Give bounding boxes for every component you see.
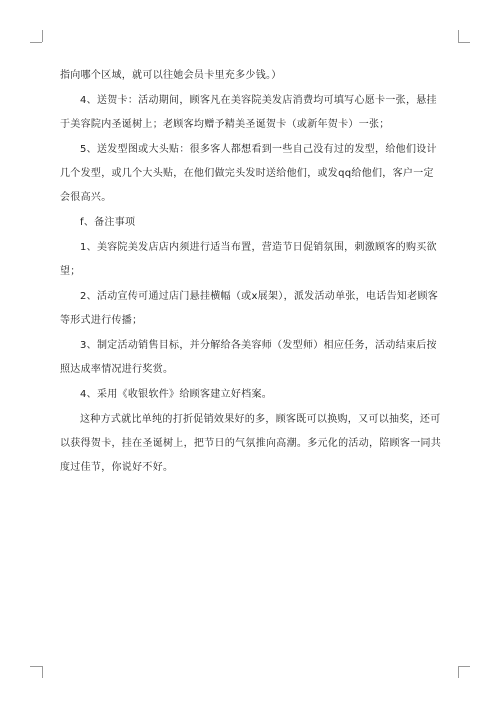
paragraph-note-3: 3、制定活动销售目标，并分解给各美容师（发型师）相应任务，活动结束后按照达成率情况进行奖赏。 <box>60 340 437 375</box>
paragraph-note-4: 4、采用《收银软件》给顾客建立好档案。 <box>80 389 273 400</box>
paragraph-conclusion: 这种方式就比单纯的打折促销效果好的多，顾客既可以换购，又可以抽奖，还可以获得贺卡，挂在圣诞树上，把节日的气氛推向高潮。多元化的活动，陪顾客一同共度过佳节，你说好不好。 <box>60 414 442 473</box>
crop-mark-bottom-left-v <box>42 666 43 678</box>
crop-mark-top-right-v <box>458 30 459 42</box>
crop-mark-top-right-h <box>458 42 470 43</box>
crop-mark-bottom-right-h <box>458 666 470 667</box>
crop-mark-top-left-h <box>30 42 42 43</box>
paragraph-hairstyle-photo: 5、送发型图或大头贴：很多客人都想看到一些自己没有过的发型，给他们设计几个发型，或几个大头贴，在他们做完头发时送给他们，或发qq给他们，客户一定会很高兴。 <box>60 144 437 203</box>
crop-mark-top-left-v <box>42 30 43 42</box>
document-body <box>60 64 442 481</box>
crop-mark-bottom-right-v <box>458 666 459 678</box>
paragraph-continuation: 指向哪个区域，就可以往她会员卡里充多少钱。） <box>60 70 282 81</box>
crop-mark-bottom-left-h <box>30 666 42 667</box>
paragraph-note-2: 2、活动宣传可通过店门悬挂横幅（或x展架），派发活动单张，电话告知老顾客等形式进行传播； <box>60 291 439 326</box>
section-heading-notes: f、备注事项 <box>80 217 136 228</box>
paragraph-greeting-card: 4、送贺卡：活动期间，顾客凡在美容院美发店消费均可填写心愿卡一张，悬挂于美容院内圣诞树上；老顾客均赠予精美圣诞贺卡（或新年贺卡）一张； <box>60 95 437 130</box>
paragraph-note-1: 1、美容院美发店店内须进行适当布置，营造节日促销氛围，刺激顾客的购买欲望； <box>60 242 437 277</box>
